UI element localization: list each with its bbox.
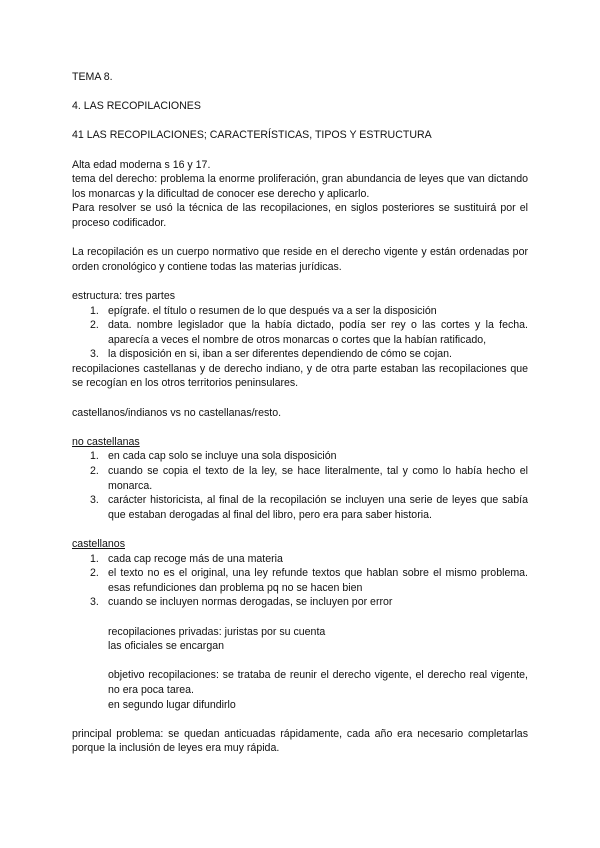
- list-text: cuando se copia el texto de la ley, se hace literalmente, tal y como lo había hecho el monarca.: [108, 465, 528, 492]
- estructura-list: [72, 304, 528, 362]
- list-item: [72, 595, 528, 610]
- list-item: [72, 304, 528, 319]
- no-castellanas-heading: no castellanas: [72, 435, 140, 448]
- list-number: 1.: [90, 552, 99, 565]
- list-item: [72, 464, 528, 493]
- intro-line-2: tema del derecho: problema la enorme proliferación, gran abundancia de leyes que van dictando los monarcas y la dificultad de conocer ese derecho y aplicarlo.: [72, 173, 528, 200]
- list-number: 1.: [90, 304, 99, 317]
- list-text: en cada cap solo se incluye una sola disposición: [108, 450, 337, 463]
- objetivo-line: objetivo recopilaciones: se trataba de reunir el derecho vigente, el derecho real vigente, no era poca tarea.: [108, 669, 528, 696]
- list-text: data. nombre legislador que la había dictado, podía ser rey o las cortes y la fecha. aparecía a veces el nombre de otros monarcas o cortes que la habían ratificado,: [108, 319, 528, 346]
- list-item: [72, 566, 528, 595]
- comparison-line: castellanos/indianos vs no castellanas/resto.: [72, 406, 282, 419]
- list-number: 3.: [90, 494, 99, 507]
- castellanos-list: [72, 552, 528, 610]
- problema-paragraph: principal problema: se quedan anticuadas rápidamente, cada año era necesario completarlas porque la inclusión de leyes era muy rápida.: [72, 727, 528, 755]
- document-page: [72, 70, 528, 756]
- list-item: [72, 318, 528, 347]
- list-number: 1.: [90, 450, 99, 463]
- list-text: cada cap recoge más de una materia: [108, 552, 283, 565]
- castellanos-heading: castellanos: [72, 538, 125, 550]
- list-text: epígrafe. el título o resumen de lo que después va a ser la disposición: [108, 304, 437, 317]
- list-text: cuando se incluyen normas derogadas, se incluyen por error: [108, 596, 393, 609]
- intro-line-3: Para resolver se usó la técnica de las recopilaciones, en siglos posteriores se sustituirá por el proceso codificador.: [72, 202, 528, 229]
- intro-line-1: Alta edad moderna s 16 y 17.: [72, 158, 211, 171]
- subsection-heading: 41 LAS RECOPILACIONES; CARACTERÍSTICAS, TIPOS Y ESTRUCTURA: [72, 129, 432, 142]
- list-text: el texto no es el original, una ley refunde textos que hablan sobre el mismo problema. esas refundiciones dan problema pq no se hacen bien: [108, 567, 528, 594]
- list-item: [72, 347, 528, 362]
- oficiales-line: las oficiales se encargan: [108, 640, 225, 653]
- doc-title: TEMA 8.: [72, 71, 113, 83]
- privadas-line: recopilaciones privadas: juristas por su cuenta: [108, 625, 326, 638]
- estructura-after: recopilaciones castellanas y de derecho indiano, y de otra parte estaban las recopilaciones que se recogían en los otros territorios peninsulares.: [72, 362, 528, 390]
- list-number: 3.: [90, 348, 99, 361]
- list-number: 2.: [90, 319, 99, 332]
- list-item: [72, 449, 528, 464]
- estructura-heading: estructura: tres partes: [72, 289, 176, 302]
- section-heading: 4. LAS RECOPILACIONES: [72, 100, 201, 113]
- list-text: carácter historicista, al final de la recopilación se incluyen una serie de leyes que sabía que estaban derogadas al final del libro, pero era para saber historia.: [108, 494, 528, 521]
- list-item: [72, 552, 528, 567]
- list-number: 2.: [90, 567, 99, 580]
- list-item: [72, 493, 528, 522]
- definition-paragraph: La recopilación es un cuerpo normativo que reside en el derecho vigente y están ordenadas por orden cronológico y contiene todas las materias jurídicas.: [72, 246, 528, 273]
- list-text: la disposición en si, iban a ser diferentes dependiendo de cómo se cojan.: [108, 348, 452, 361]
- list-number: 2.: [90, 465, 99, 478]
- segundo-line: en segundo lugar difundirlo: [108, 698, 236, 711]
- no-castellanas-list: [72, 449, 528, 522]
- list-number: 3.: [90, 596, 99, 609]
